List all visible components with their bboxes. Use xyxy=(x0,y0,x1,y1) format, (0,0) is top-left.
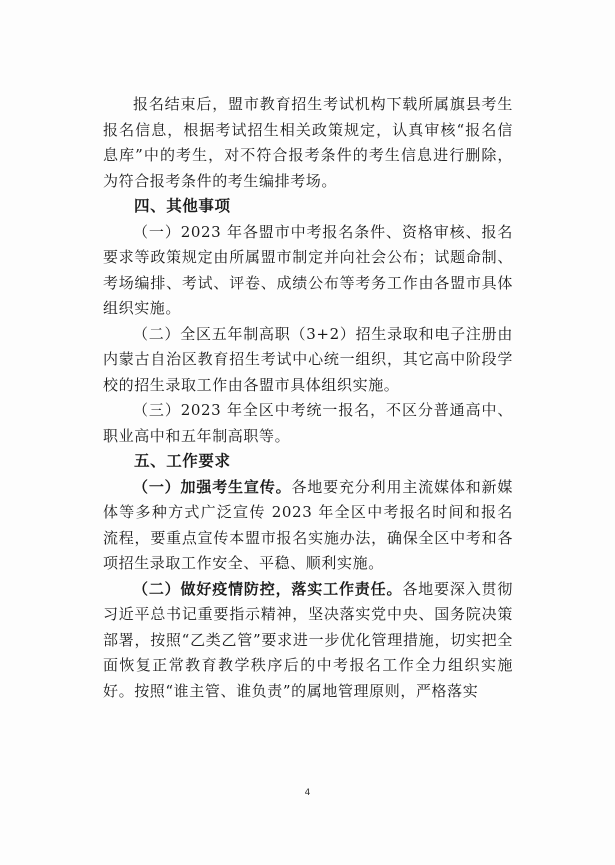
paragraph-epidemic-prevention xyxy=(103,577,513,705)
paragraph-text: （二）全区五年制高职（3+2）招生录取和电子注册由内蒙古自治区教育招生考试中心统一组织，其它高中阶段学校的招生录取工作由各盟市具体组织实施。 xyxy=(103,324,513,394)
paragraph-item-3 xyxy=(103,398,513,449)
paragraph-text: 各地要深入贯彻习近平总书记重要指示精神，坚决落实党中央、国务院决策部署，按照“乙类乙管”要求进一步优化管理措施，切实把全面恢复正常教育教学秩序后的中考报名工作全力组织实施好。按照“谁主管、谁负责”的属地管理原则，严格落实 xyxy=(103,579,514,700)
section-heading-work-requirements: 五、工作要求 xyxy=(134,452,231,470)
paragraph-text: （三）2023 年全区中考统一报名，不区分普通高中、职业高中和五年制高职等。 xyxy=(103,401,513,445)
paragraph-lead: （二）做好疫情防控，落实工作责任。 xyxy=(133,579,403,598)
paragraph-text: 各地要充分利用主流媒体和新媒体等多种方式广泛宣传 2023 年全区中考报名时间和报名流程，要重点宣传本盟市报名实施办法，确保全区中考和各项招生录取工作安全、平稳、顺利实施。 xyxy=(103,477,513,572)
paragraph-registration-review xyxy=(103,92,513,194)
paragraph-item-2 xyxy=(103,322,513,399)
paragraph-lead: （一）加强考生宣传。 xyxy=(133,477,292,496)
section-heading-other-matters: 四、其他事项 xyxy=(134,197,231,215)
document-body xyxy=(103,92,513,704)
paragraph-text: （一）2023 年各盟市中考报名条件、资格审核、报名要求等政策规定由所属盟市制定并向社会公布；试题命制、考场编排、考试、评卷、成绩公布等考务工作由各盟市具体组织实施。 xyxy=(103,222,513,317)
page-number: 4 xyxy=(304,788,311,798)
paragraph-publicity xyxy=(103,475,513,577)
paragraph-item-1 xyxy=(103,220,513,322)
paragraph-text: 报名结束后，盟市教育招生考试机构下载所属旗县考生报名信息，根据考试招生相关政策规定，认真审核“报名信息库”中的考生，对不符合报考条件的考生信息进行删除，为符合报考条件的考生编排考场。 xyxy=(103,95,513,190)
